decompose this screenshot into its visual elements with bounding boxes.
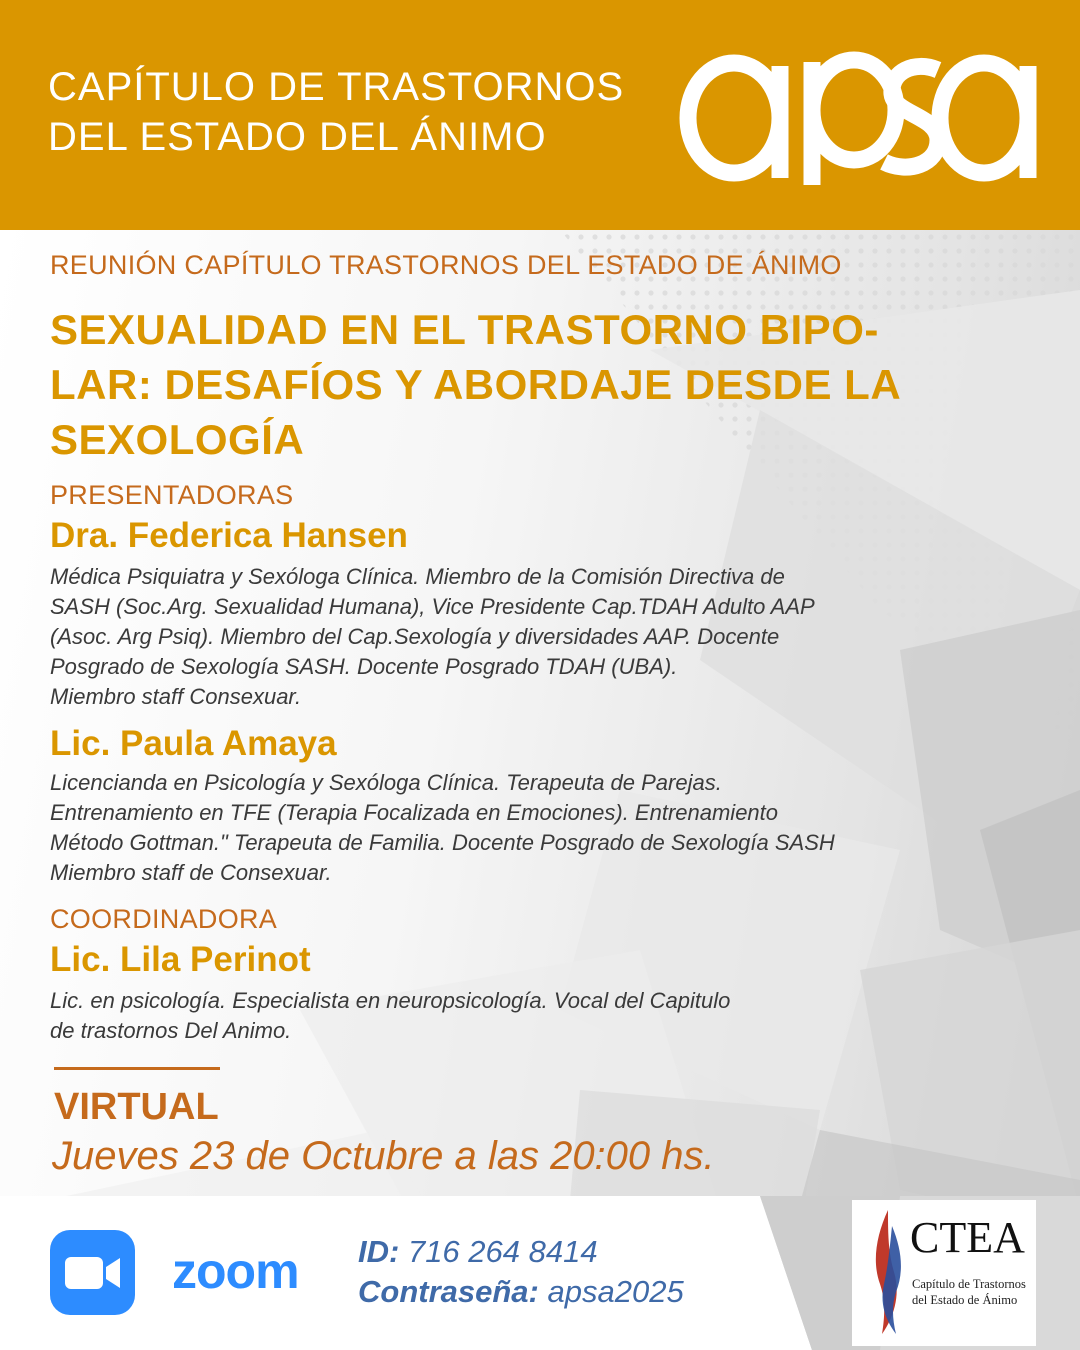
header-banner — [0, 0, 1080, 230]
bio-line: Posgrado de Sexología SASH. Docente Posgrado TDAH (UBA). — [50, 654, 678, 679]
bio-line: Entrenamiento en TFE (Terapia Focalizada en Emociones). Entrenamiento — [50, 800, 779, 825]
event-title — [50, 302, 1040, 467]
bio-line: Médica Psiquiatra y Sexóloga Clínica. Miembro de la Comisión Directiva de — [50, 564, 785, 589]
chapter-title — [48, 62, 668, 162]
bio-line: Método Gottman." Terapeuta de Familia. Docente Posgrado de Sexología SASH — [50, 830, 835, 855]
coordinator-name: Lic. Lila Perinot — [50, 940, 311, 979]
ctea-subtitle-line-2: del Estado de Ánimo — [912, 1293, 1018, 1307]
meeting-info — [358, 1232, 684, 1312]
bio-line: Miembro staff Consexuar. — [50, 684, 302, 709]
meeting-password-label: Contraseña: — [358, 1274, 539, 1309]
meeting-id-label: ID: — [358, 1234, 400, 1269]
ctea-wordmark: CTEA — [910, 1213, 1025, 1262]
event-title-line-1: SEXUALIDAD EN EL TRASTORNO BIPO- — [50, 306, 879, 353]
bio-line: Miembro staff de Consexuar. — [50, 860, 332, 885]
divider-line — [54, 1067, 220, 1070]
meeting-id-value[interactable]: 716 264 8414 — [407, 1234, 598, 1269]
coordinator-bio — [50, 986, 1060, 1046]
event-kicker: REUNIÓN CAPÍTULO TRASTORNOS DEL ESTADO DE ÁNIMO — [50, 250, 842, 280]
meeting-password-value[interactable]: apsa2025 — [547, 1274, 684, 1309]
ctea-subtitle — [912, 1276, 1036, 1308]
ctea-subtitle-line-1: Capítulo de Trastornos — [912, 1277, 1026, 1291]
bio-line: Licencianda en Psicología y Sexóloga Clínica. Terapeuta de Parejas. — [50, 770, 722, 795]
presenter-bio-2 — [50, 768, 1060, 888]
chapter-title-line-1: CAPÍTULO DE TRASTORNOS — [48, 65, 625, 109]
presenter-bio-1 — [50, 562, 1060, 712]
zoom-wordmark: zoom — [172, 1243, 299, 1299]
event-title-line-2: LAR: DESAFÍOS Y ABORDAJE DESDE LA — [50, 361, 902, 408]
meeting-id-row — [358, 1232, 684, 1272]
bio-line: (Asoc. Arg Psiq). Miembro del Cap.Sexología y diversidades AAP. Docente — [50, 624, 780, 649]
ctea-flame-icon — [862, 1206, 908, 1338]
presenters-label: PRESENTADORAS — [50, 480, 294, 510]
zoom-camera-icon — [50, 1230, 135, 1315]
presenter-name-2: Lic. Paula Amaya — [50, 724, 337, 763]
event-mode: VIRTUAL — [54, 1086, 219, 1128]
meeting-password-row — [358, 1272, 684, 1312]
bio-line: de trastornos Del Animo. — [50, 1018, 292, 1043]
bio-line: SASH (Soc.Arg. Sexualidad Humana), Vice Presidente Cap.TDAH Adulto AAP — [50, 594, 815, 619]
event-title-line-3: SEXOLOGÍA — [50, 416, 305, 463]
bio-line: Lic. en psicología. Especialista en neuropsicología. Vocal del Capitulo — [50, 988, 731, 1013]
coordinator-label: COORDINADORA — [50, 904, 278, 934]
event-date: Jueves 23 de Octubre a las 20:00 hs. — [52, 1134, 715, 1178]
presenter-name-1: Dra. Federica Hansen — [50, 516, 408, 555]
apsa-logo — [676, 40, 1044, 185]
ctea-logo — [852, 1200, 1036, 1346]
chapter-title-line-2: DEL ESTADO DEL ÁNIMO — [48, 115, 547, 159]
footer — [0, 1196, 1080, 1350]
